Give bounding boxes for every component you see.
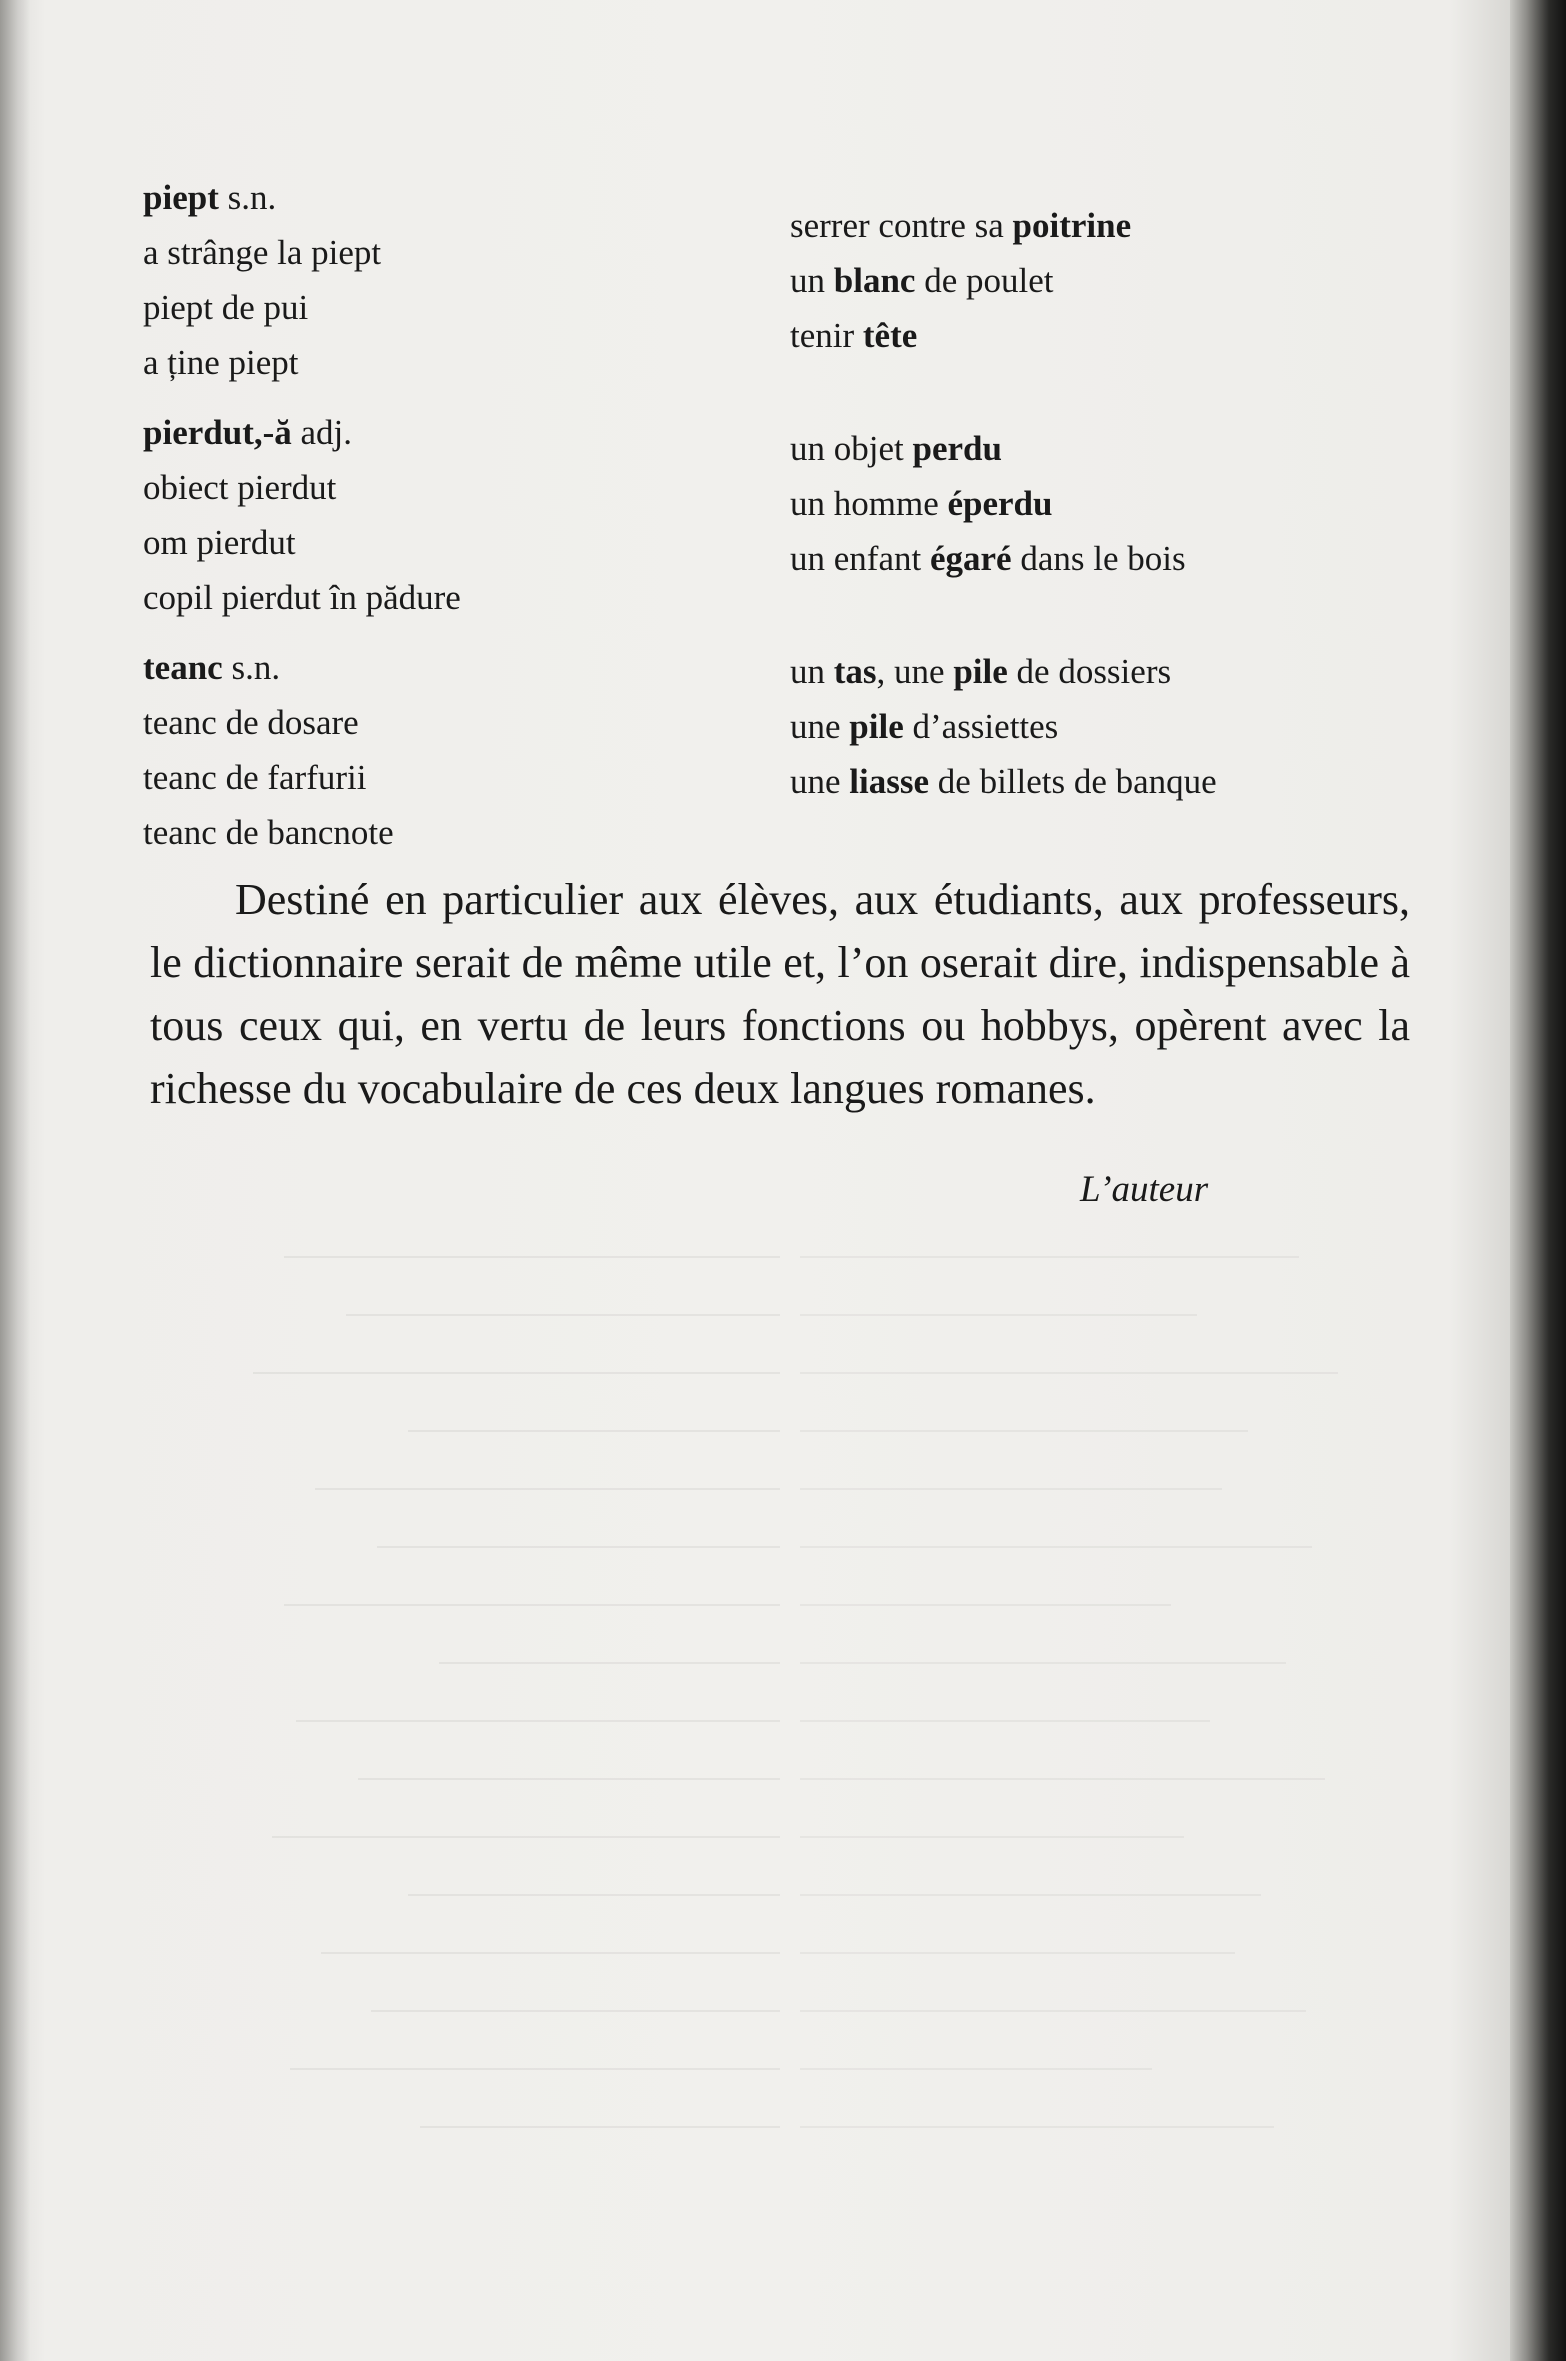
page-right-edge (1510, 0, 1566, 2361)
translations-pierdut (790, 421, 1410, 586)
part-of-speech: adj. (300, 413, 353, 452)
preface-paragraph (150, 868, 1410, 1120)
bleed-through-left (160, 1200, 780, 2128)
entry-pierdut (143, 405, 743, 625)
example: piept de pui (143, 288, 309, 327)
part-of-speech: s.n. (231, 648, 281, 687)
headword: pierdut,-ă (143, 413, 292, 452)
example: copil pierdut în pădure (143, 578, 461, 617)
example: teanc de bancnote (143, 813, 394, 852)
preface-text: Destiné en particulier aux élèves, aux étudiants, aux professeurs, le dictionnaire serait de même utile et, l’on oserait dire, indispensable à tous ceux qui, en vertu de leurs fonctions ou hobbys, opèrent avec la richesse du vocabulaire de ces deux langues romanes. (150, 875, 1410, 1113)
example: a strânge la piept (143, 233, 382, 272)
bleed-through-right (800, 1200, 1440, 2128)
translation: un homme éperdu (790, 484, 1053, 523)
example: a ține piept (143, 343, 299, 382)
example: om pierdut (143, 523, 296, 562)
translation: un tas, une pile de dossiers (790, 652, 1172, 691)
example: teanc de farfurii (143, 758, 367, 797)
translation: un blanc de poulet (790, 261, 1054, 300)
translation: une pile d’assiettes (790, 707, 1059, 746)
translation: un enfant égaré dans le bois (790, 539, 1186, 578)
part-of-speech: s.n. (227, 178, 277, 217)
french-column (790, 198, 1410, 812)
entry-teanc (143, 640, 743, 860)
translation: tenir tête (790, 316, 918, 355)
translations-teanc (790, 644, 1410, 809)
translation: une liasse de billets de banque (790, 762, 1217, 801)
example: obiect pierdut (143, 468, 337, 507)
signature: L’auteur (1080, 1169, 1209, 1210)
translation: un objet perdu (790, 429, 1002, 468)
example: teanc de dosare (143, 703, 359, 742)
translations-piept (790, 198, 1410, 363)
romanian-column (143, 170, 743, 863)
translation: serrer contre sa poitrine (790, 206, 1132, 245)
page-left-shadow (0, 0, 30, 2361)
entry-piept (143, 170, 743, 390)
headword: piept (143, 178, 219, 217)
headword: teanc (143, 648, 223, 687)
